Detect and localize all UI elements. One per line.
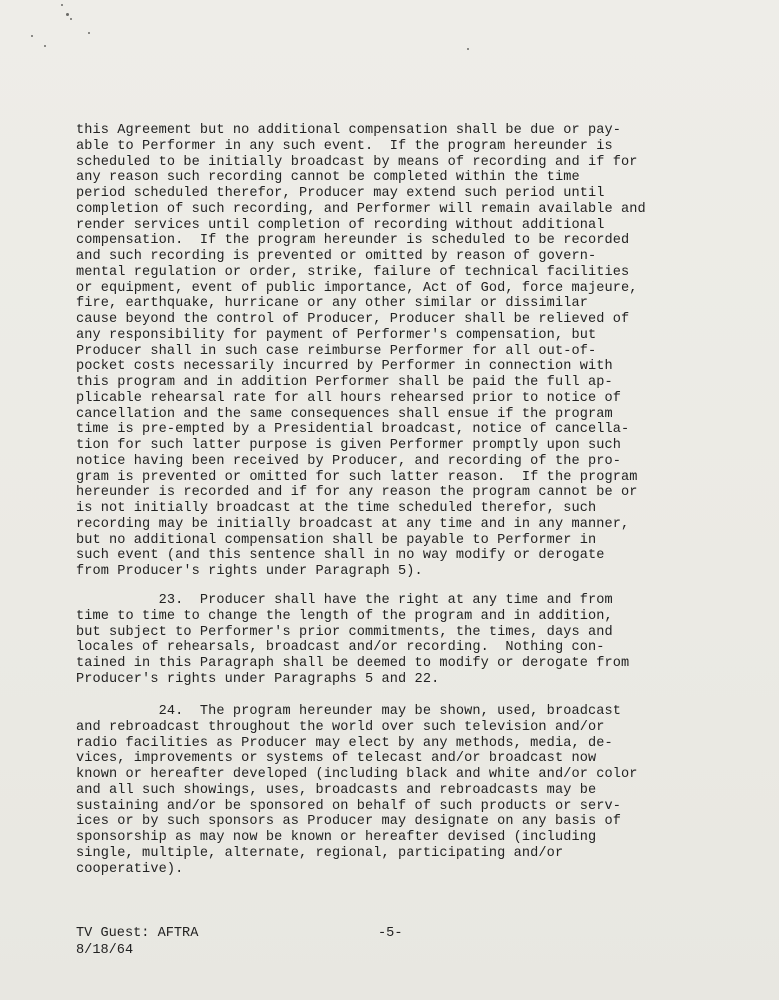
text-line: this Agreement but no additional compensation shall be due or pay- bbox=[76, 123, 621, 138]
text-line: locales of rehearsals, broadcast and/or recording. Nothing con- bbox=[76, 640, 605, 656]
text-line: able to Performer in any such event. If the program hereunder is bbox=[76, 138, 613, 154]
text-line: compensation. If the program hereunder is scheduled to be recorded bbox=[76, 233, 630, 249]
text-line: is not initially broadcast at the time scheduled therefor, such bbox=[76, 501, 597, 516]
text-line: from Producer's rights under Paragraph 5). bbox=[76, 564, 423, 579]
text-line: time is pre-empted by a Presidential broadcast, notice of cancella- bbox=[76, 422, 630, 438]
text-line: and all such showings, uses, broadcasts and rebroadcasts may be bbox=[76, 782, 597, 798]
text-line: this program and in addition Performer shall be paid the full ap- bbox=[76, 375, 613, 390]
text-line: radio facilities as Producer may elect by any methods, media, de- bbox=[76, 735, 613, 751]
page-number: -5- bbox=[378, 926, 403, 941]
text-line: ices or by such sponsors as Producer may designate on any basis of bbox=[76, 814, 621, 830]
text-line: and such recording is prevented or omitted by reason of govern- bbox=[76, 249, 597, 264]
text-line: Producer shall in such case reimburse Performer for all out-of- bbox=[76, 343, 597, 359]
text-line: render services until completion of recording without additional bbox=[76, 217, 605, 233]
text-line: such event (and this sentence shall in no way modify or derogate bbox=[76, 548, 605, 564]
text-line: and rebroadcast throughout the world over such television and/or bbox=[76, 719, 605, 735]
text-line: recording may be initially broadcast at any time and in any manner, bbox=[76, 516, 630, 532]
text-line: sponsorship as may now be known or hereafter devised (including bbox=[76, 830, 597, 845]
text-line: single, multiple, alternate, regional, participating and/or bbox=[76, 845, 564, 861]
paper-speck bbox=[61, 4, 63, 6]
text-line: notice having been received by Producer, and recording of the pro- bbox=[76, 453, 621, 469]
body-paragraph-continued bbox=[76, 123, 716, 580]
text-line: mental regulation or order, strike, failure of technical facilities bbox=[76, 264, 630, 280]
text-line: tion for such latter purpose is given Performer promptly upon such bbox=[76, 438, 621, 453]
text-line: completion of such recording, and Performer will remain available and bbox=[76, 201, 646, 217]
text-line: plicable rehearsal rate for all hours rehearsed prior to notice of bbox=[76, 390, 621, 406]
text-line: hereunder is recorded and if for any reason the program cannot be or bbox=[76, 485, 638, 501]
paper-speck bbox=[88, 32, 90, 34]
footer-title: TV Guest: AFTRA bbox=[76, 926, 199, 941]
text-line: any responsibility for payment of Performer's compensation, but bbox=[76, 327, 597, 343]
text-line: period scheduled therefor, Producer may extend such period until bbox=[76, 186, 605, 201]
paper-speck bbox=[31, 35, 33, 37]
paragraph-23 bbox=[76, 593, 716, 688]
paper-speck bbox=[44, 45, 46, 47]
text-line: scheduled to be initially broadcast by means of recording and if for bbox=[76, 154, 638, 170]
paper-speck bbox=[70, 18, 72, 20]
text-line: but no additional compensation shall be payable to Performer in bbox=[76, 532, 597, 548]
paper-speck bbox=[467, 48, 469, 50]
text-line: but subject to Performer's prior commitments, the times, days and bbox=[76, 624, 613, 640]
text-line: vices, improvements or systems of telecast and/or broadcast now bbox=[76, 751, 597, 767]
paragraph-24 bbox=[76, 704, 716, 877]
text-line: cooperative). bbox=[76, 861, 184, 877]
text-line: gram is prevented or omitted for such latter reason. If the program bbox=[76, 469, 638, 485]
text-line: cancellation and the same consequences shall ensue if the program bbox=[76, 406, 613, 422]
text-line: cause beyond the control of Producer, Producer shall be relieved of bbox=[76, 312, 630, 327]
footer-left bbox=[76, 925, 198, 959]
paper-speck bbox=[66, 13, 69, 16]
text-line: Producer's rights under Paragraphs 5 and 22. bbox=[76, 671, 440, 687]
text-line: tained in this Paragraph shall be deemed to modify or derogate from bbox=[76, 656, 630, 671]
text-line: pocket costs necessarily incurred by Performer in connection with bbox=[76, 359, 613, 375]
text-line: time to time to change the length of the program and in addition, bbox=[76, 608, 613, 624]
text-line: fire, earthquake, hurricane or any other similar or dissimilar bbox=[76, 296, 588, 312]
text-line: sustaining and/or be sponsored on behalf of such products or serv- bbox=[76, 798, 621, 814]
text-line: 24. The program hereunder may be shown, used, broadcast bbox=[76, 704, 621, 719]
footer-date: 8/18/64 bbox=[76, 943, 134, 958]
text-line: or equipment, event of public importance, Act of God, force majeure, bbox=[76, 280, 638, 296]
text-line: 23. Producer shall have the right at any time and from bbox=[76, 593, 613, 608]
text-line: any reason such recording cannot be completed within the time bbox=[76, 170, 580, 186]
text-line: known or hereafter developed (including black and white and/or color bbox=[76, 767, 638, 782]
